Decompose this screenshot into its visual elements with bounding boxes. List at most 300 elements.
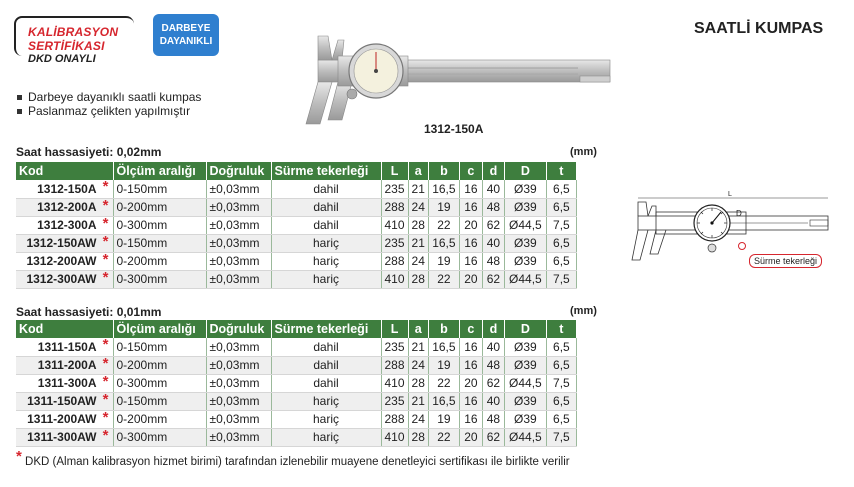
col-wheel: Sürme tekerleği [271,320,381,338]
spec-t-text: 7,5 [553,430,570,444]
spec-c [459,252,482,270]
spec-c-text: 20 [464,272,478,286]
dkd-star-marker: * [102,214,109,232]
spec-a [408,270,428,288]
spec-accuracy-text: ±0,03mm [209,358,260,372]
spec-t-text: 6,5 [553,254,570,268]
spec-t [546,356,576,374]
spec-b [428,216,459,234]
table-header-row [16,162,576,180]
spec-accuracy [206,180,271,198]
spec-accuracy [206,216,271,234]
col-kod: Kod [16,162,113,180]
unit-label: (mm) [570,305,597,317]
spec-accuracy [206,270,271,288]
spec-wheel [271,252,381,270]
spec-accuracy-text: ±0,03mm [209,236,260,250]
badge-text-dayanikli: DAYANIKLI [159,36,213,47]
spec-D [504,356,546,374]
spec-L-text: 288 [384,254,405,268]
spec-D-text: Ø39 [514,339,537,354]
spec-c [459,180,482,198]
spec-L [381,270,408,288]
col-range: Ölçüm aralığı [113,162,206,180]
col-d: d [482,320,504,338]
spec-code-text: 1312-200A [37,200,97,214]
spec-wheel-text: dahil [313,339,339,354]
spec-a [408,410,428,428]
spec-a-text: 24 [411,358,425,372]
table-row [16,392,576,410]
spec-t [546,374,576,392]
spec-L-text: 235 [384,181,405,196]
spec-range [113,252,206,270]
spec-accuracy-text: ±0,03mm [209,200,260,214]
spec-a-text: 28 [411,376,425,390]
col-D: D [504,162,546,180]
spec-wheel-text: hariç [312,272,339,286]
spec-D [504,338,546,356]
col-t: t [546,162,576,180]
spec-t-text: 6,5 [553,181,570,196]
spec-c-text: 20 [464,430,478,444]
table-row [16,198,576,216]
spec-code [16,428,113,446]
dkd-star-marker: * [102,426,109,444]
spec-code [16,374,113,392]
spec-D [504,216,546,234]
spec-wheel [271,198,381,216]
spec-a [408,198,428,216]
spec-a [408,428,428,446]
col-range: Ölçüm aralığı [113,320,206,338]
spec-code [16,410,113,428]
spec-table-0-01 [16,320,577,447]
spec-a [408,374,428,392]
spec-b [428,356,459,374]
spec-code [16,338,113,356]
spec-t-text: 7,5 [553,376,570,390]
spec-c [459,374,482,392]
spec-b [428,428,459,446]
spec-wheel [271,234,381,252]
spec-a [408,252,428,270]
spec-a [408,234,428,252]
spec-D [504,270,546,288]
dkd-star-marker: * [102,178,109,195]
table-row [16,216,576,234]
spec-D [504,198,546,216]
spec-wheel-text: hariç [312,412,339,426]
spec-t-text: 7,5 [553,218,570,232]
spec-wheel-text: hariç [312,394,339,408]
spec-D-text: Ø39 [514,358,537,372]
spec-D [504,392,546,410]
spec-L [381,392,408,410]
spec-accuracy [206,338,271,356]
dkd-star-marker: * [102,196,109,214]
spec-c [459,198,482,216]
spec-c [459,216,482,234]
spec-L-text: 288 [384,412,405,426]
spec-c-text: 16 [464,236,478,250]
table-row [16,270,576,288]
spec-L-text: 410 [384,272,405,286]
spec-t [546,180,576,198]
spec-d-text: 48 [486,254,501,268]
spec-wheel [271,338,381,356]
spec-a-text: 21 [411,236,425,250]
spec-b-text: 22 [437,218,451,232]
shock-resistant-badge [153,14,219,56]
table-row [16,180,576,198]
spec-t-text: 6,5 [553,236,570,250]
spec-D-text: Ø39 [514,236,537,250]
spec-D-text: Ø39 [514,412,537,426]
drawing-label-wheel: Sürme tekerleği [749,254,822,268]
spec-code-text: 1311-200AW [27,412,97,426]
spec-c-text: 16 [464,181,478,196]
spec-d-text: 40 [486,236,501,250]
unit-label: (mm) [570,146,597,158]
dial-caliper-photo [298,28,618,128]
spec-wheel-text: dahil [313,181,339,196]
spec-b [428,252,459,270]
spec-accuracy [206,410,271,428]
spec-b-text: 19 [437,358,451,372]
dkd-star-marker: * [102,336,109,353]
spec-t-text: 6,5 [553,200,570,214]
spec-code [16,252,113,270]
spec-c [459,338,482,356]
spec-code [16,356,113,374]
footnote-star: * [16,448,22,465]
spec-L-text: 410 [384,376,405,390]
spec-wheel [271,428,381,446]
spec-b-text: 19 [437,412,451,426]
table-row [16,234,576,252]
table-header-row [16,320,576,338]
dimension-L-label: L [728,191,732,198]
spec-L [381,428,408,446]
col-D: D [504,320,546,338]
spec-a [408,338,428,356]
spec-accuracy-text: ±0,03mm [209,339,260,354]
spec-accuracy [206,428,271,446]
spec-table-0-02 [16,162,577,289]
spec-range-text: 0-150mm [116,339,168,354]
spec-L-text: 288 [384,358,405,372]
spec-d-text: 40 [486,394,501,408]
spec-t [546,216,576,234]
spec-L-text: 410 [384,430,405,444]
spec-t [546,252,576,270]
spec-d [482,270,504,288]
spec-range [113,338,206,356]
dkd-star-marker: * [102,372,109,390]
spec-range-text: 0-300mm [116,430,168,444]
spec-d [482,252,504,270]
spec-L-text: 410 [384,218,405,232]
spec-D [504,234,546,252]
spec-D-text: Ø39 [514,181,537,196]
spec-L [381,216,408,234]
spec-range-text: 0-200mm [116,254,168,268]
spec-d [482,198,504,216]
badge-text-sertifikasi: SERTİFİKASI [28,39,105,53]
spec-accuracy [206,234,271,252]
page-title: SAATLİ KUMPAS [694,20,824,37]
spec-a [408,392,428,410]
spec-d-text: 48 [486,358,501,372]
dkd-star-marker: * [102,354,109,372]
dimension-D-label: D [736,209,742,218]
dkd-star-marker: * [102,250,109,268]
col-c: c [459,162,482,180]
spec-d-text: 40 [486,339,501,354]
spec-D-text: Ø39 [514,200,537,214]
spec-range [113,234,206,252]
spec-code-text: 1312-300A [37,218,97,232]
spec-b-text: 19 [437,200,451,214]
spec-range [113,428,206,446]
spec-code-text: 1311-150A [37,339,97,354]
spec-wheel [271,180,381,198]
spec-wheel [271,392,381,410]
spec-wheel-text: hariç [312,430,339,444]
spec-c [459,234,482,252]
spec-t [546,234,576,252]
spec-wheel-text: dahil [313,376,339,390]
spec-c-text: 20 [464,376,478,390]
spec-code-text: 1311-300AW [27,430,97,444]
table-row [16,338,576,356]
spec-L [381,410,408,428]
table-body [16,338,576,446]
spec-D-text: Ø39 [514,394,537,408]
spec-t [546,392,576,410]
col-a: a [408,320,428,338]
spec-D [504,428,546,446]
spec-L-text: 235 [384,339,405,354]
spec-d [482,428,504,446]
spec-L [381,198,408,216]
spec-d [482,374,504,392]
spec-a [408,180,428,198]
spec-code-text: 1311-300A [37,376,97,390]
footnote-text: DKD (Alman kalibrasyon hizmet birimi) tarafından izlenebilir muayene denetleyici sertifikası ile birlikte verilir [25,456,570,468]
spec-accuracy [206,392,271,410]
spec-accuracy-text: ±0,03mm [209,272,260,286]
spec-L-text: 235 [384,236,405,250]
spec-t-text: 6,5 [553,394,570,408]
spec-d-text: 62 [486,218,501,232]
spec-c [459,356,482,374]
spec-b-text: 22 [437,272,451,286]
dkd-star-marker: * [102,408,109,426]
spec-range-text: 0-150mm [116,394,168,408]
photo-caption: 1312-150A [424,122,484,136]
spec-a [408,356,428,374]
spec-b [428,234,459,252]
col-kod: Kod [16,320,113,338]
spec-range [113,392,206,410]
spec-d [482,392,504,410]
spec-D [504,180,546,198]
spec-D-text: Ø44,5 [509,430,542,444]
spec-wheel-text: hariç [312,254,339,268]
spec-b [428,338,459,356]
col-a: a [408,162,428,180]
spec-t [546,410,576,428]
col-d: d [482,162,504,180]
spec-b [428,198,459,216]
spec-t [546,428,576,446]
spec-accuracy-text: ±0,03mm [209,412,260,426]
spec-accuracy [206,356,271,374]
spec-range-text: 0-150mm [116,181,168,196]
spec-d [482,216,504,234]
spec-accuracy [206,374,271,392]
spec-t [546,338,576,356]
table-body [16,180,576,288]
spec-code-text: 1312-150AW [26,236,97,250]
spec-code [16,216,113,234]
spec-D [504,410,546,428]
spec-a [408,216,428,234]
table-row [16,428,576,446]
spec-range-text: 0-200mm [116,358,168,372]
spec-range-text: 0-200mm [116,200,168,214]
spec-accuracy-text: ±0,03mm [209,254,260,268]
spec-wheel-text: dahil [313,358,339,372]
spec-accuracy-text: ±0,03mm [209,218,260,232]
dkd-star-marker: * [102,268,109,286]
spec-t-text: 7,5 [553,272,570,286]
spec-L [381,180,408,198]
spec-b [428,270,459,288]
spec-accuracy-text: ±0,03mm [209,394,260,408]
spec-range-text: 0-150mm [116,236,168,250]
badge-text-darbeye: DARBEYE [161,23,211,34]
spec-wheel [271,374,381,392]
spec-L [381,252,408,270]
spec-code [16,234,113,252]
spec-d [482,234,504,252]
col-b: b [428,162,459,180]
spec-b [428,392,459,410]
spec-c [459,270,482,288]
calibration-certificate-badge [14,16,134,56]
spec-range [113,356,206,374]
spec-wheel-text: dahil [313,218,339,232]
spec-d [482,338,504,356]
spec-wheel-text: hariç [312,236,339,250]
spec-range [113,374,206,392]
spec-a-text: 21 [411,181,425,196]
spec-D [504,252,546,270]
spec-a-text: 28 [411,430,425,444]
spec-D-text: Ø44,5 [509,376,542,390]
badge-text-kalibrasyon: KALİBRASYON [28,25,119,39]
spec-accuracy [206,252,271,270]
spec-range-text: 0-200mm [116,412,168,426]
spec-D [504,374,546,392]
spec-code-text: 1312-200AW [26,254,97,268]
spec-wheel-text: dahil [313,200,339,214]
spec-wheel [271,410,381,428]
col-t: t [546,320,576,338]
spec-b-text: 16,5 [432,181,456,196]
spec-d-text: 40 [486,181,501,196]
spec-L [381,356,408,374]
table-row [16,374,576,392]
spec-code-text: 1312-300AW [26,272,97,286]
spec-L-text: 288 [384,200,405,214]
col-L: L [381,320,408,338]
spec-L [381,374,408,392]
spec-a-text: 24 [411,254,425,268]
spec-wheel [271,270,381,288]
spec-range [113,270,206,288]
spec-range [113,216,206,234]
spec-code [16,180,113,198]
spec-D-text: Ø39 [514,254,537,268]
spec-D-text: Ø44,5 [509,218,542,232]
spec-d [482,180,504,198]
col-b: b [428,320,459,338]
feature-item: Paslanmaz çelikten yapılmıştır [16,104,201,118]
spec-c-text: 16 [464,358,478,372]
spec-a-text: 21 [411,394,425,408]
feature-list [16,90,201,118]
spec-b [428,180,459,198]
spec-b-text: 19 [437,254,451,268]
spec-wheel [271,356,381,374]
spec-d-text: 48 [486,200,501,214]
spec-accuracy-text: ±0,03mm [209,376,260,390]
spec-d [482,410,504,428]
spec-b-text: 16,5 [432,236,456,250]
spec-t [546,270,576,288]
spec-c [459,392,482,410]
spec-L [381,234,408,252]
spec-code-text: 1311-200A [37,358,97,372]
spec-a-text: 28 [411,272,425,286]
spec-b [428,374,459,392]
spec-d-text: 62 [486,376,501,390]
col-accuracy: Doğruluk [206,162,271,180]
dkd-star-marker: * [102,390,109,408]
section-heading-0-01: Saat hassasiyeti: 0,01mm [16,305,162,319]
table-row [16,356,576,374]
spec-range [113,410,206,428]
spec-L [381,338,408,356]
spec-wheel [271,216,381,234]
table-row [16,252,576,270]
spec-code-text: 1311-150AW [27,394,97,408]
spec-d [482,356,504,374]
col-c: c [459,320,482,338]
col-accuracy: Doğruluk [206,320,271,338]
spec-code [16,392,113,410]
spec-code-text: 1312-150A [37,181,97,196]
spec-c [459,428,482,446]
spec-code [16,270,113,288]
spec-d-text: 48 [486,412,501,426]
spec-range-text: 0-300mm [116,376,168,390]
spec-t [546,198,576,216]
